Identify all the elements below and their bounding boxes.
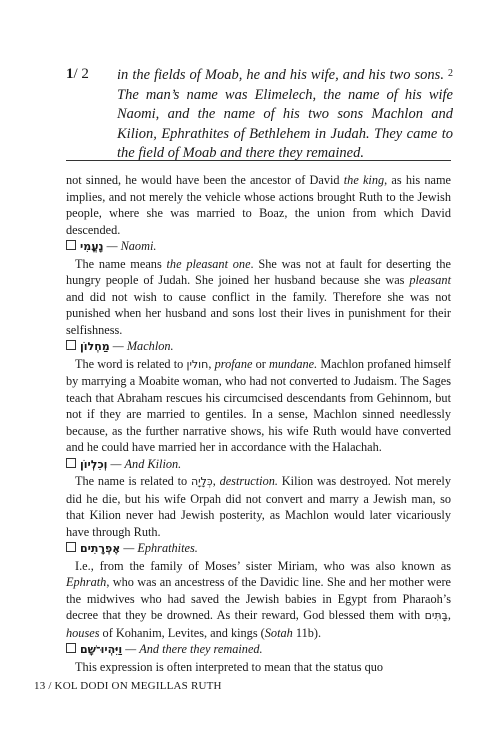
chapter-number: 1 — [66, 66, 74, 82]
naomi-text-b: . She was not at fault for deserting the hungry people of Judah. She joined her husband because she was — [66, 256, 451, 287]
machlon-em-2: mundane. — [269, 356, 318, 371]
kilion-paragraph — [66, 473, 451, 540]
lemma-gloss-remained: — And there they remained. — [122, 642, 263, 656]
checkbox-square-icon — [66, 340, 76, 350]
machlon-text-d: Machlon profaned himself by marrying a Moabite woman, who had not converted to Judaism. The Sages teach that Abraham rescues his circumcised descendants from Gehinnom, but not if they are married to gentiles. In a sense, Machlon sinned needlessly because, as the further narrative shows, his wife Ruth would have converted and he could have married her in accordance with the Halachah. — [66, 356, 451, 454]
ephrath-em-3: Sotah — [264, 625, 293, 640]
ephrath-text-e: 11b). — [292, 625, 322, 640]
verse-number-2: 2 — [448, 68, 454, 79]
lemma-gloss-kilion: — And Kilion. — [107, 456, 182, 471]
kilion-em: destruction. — [219, 474, 278, 488]
remained-paragraph — [66, 659, 451, 676]
kilion-hebrew: כְּלָיָה — [190, 475, 213, 488]
intro-em: the king — [343, 173, 385, 187]
section-divider — [66, 160, 451, 161]
checkbox-square-icon — [66, 458, 76, 468]
checkbox-square-icon — [66, 542, 76, 552]
ephrathites-paragraph — [66, 558, 451, 642]
lemma-hebrew-ephrathites: אֶפְרָתִים — [80, 542, 121, 555]
lemma-gloss-machlon: — Machlon. — [109, 339, 174, 353]
machlon-em-1: profane — [214, 356, 253, 371]
ephrath-em-2: houses — [66, 625, 100, 640]
machlon-text-a: The word is related to — [75, 356, 187, 371]
machlon-hebrew: חולין — [186, 357, 209, 371]
lemma-remained — [66, 641, 451, 659]
checkbox-square-icon — [66, 240, 76, 250]
ephrath-text-d: of Kohanim, Levites, and kings ( — [99, 625, 265, 640]
page-footer: 13 / KOL DODI ON MEGILLAS RUTH — [34, 680, 222, 692]
intro-text-a: not sinned, he would have been the ancestor of David — [66, 173, 344, 187]
machlon-text-b: , — [208, 356, 215, 371]
verse-reference — [66, 64, 89, 84]
remained-text-a: This expression is often interpreted to mean that the status quo — [75, 659, 384, 674]
lemma-hebrew-machlon: מַחְלוֹן — [80, 340, 110, 353]
commentary — [66, 172, 451, 675]
ephrath-text-a: I.e., from the family of Moses’ sister Miriam, who was also known as — [75, 558, 451, 573]
kilion-text-a: The name is related to — [75, 474, 191, 488]
verse-line-2: The man’s name was Elimelech, the name of his wife Naomi, and the name of his two sons Machlon and Kilion, Ephrathites of Bethlehem in Judah. They came to the field of Moab and there they remained. — [117, 86, 453, 161]
machlon-paragraph — [66, 356, 451, 456]
ephrath-hebrew: בָּתִּים — [424, 609, 448, 622]
intro-text-b: , as his name implies, and not merely the vehicle whose actions brought Ruth to the Jewish people, where she was married to Boaz, the union from which David descended. — [66, 173, 451, 237]
lemma-gloss-naomi: — Naomi. — [103, 239, 157, 253]
machlon-text-c: or — [252, 356, 270, 371]
lemma-ephrathites — [66, 540, 451, 558]
naomi-em-1: the pleasant one — [166, 256, 251, 271]
lemma-kilion — [66, 456, 451, 474]
naomi-text-c: and did not wish to cause conflict in the family. Therefore she was not punished when her husband and sons lost their lives in punishment for their selfishness. — [66, 289, 451, 337]
checkbox-square-icon — [66, 643, 76, 653]
lemma-hebrew-kilion: וְכִלְיוֹן — [80, 457, 108, 471]
lemma-naomi — [66, 238, 451, 256]
verse-slash: / — [73, 66, 78, 82]
naomi-em-2: pleasant — [409, 273, 451, 287]
lemma-machlon — [66, 338, 451, 356]
intro-paragraph — [66, 172, 451, 238]
lemma-hebrew-remained: וַיִּהְיוּ־שָׁם — [80, 643, 123, 656]
naomi-paragraph — [66, 256, 451, 339]
kilion-text-b: , — [212, 474, 220, 488]
naomi-text-a: The name means — [75, 256, 167, 271]
verse-start-number: 2 — [81, 66, 89, 82]
verse-text — [117, 64, 453, 164]
lemma-hebrew-naomi: נָעֳמִי — [80, 240, 104, 253]
kilion-text-c: Kilion was destroyed. Not merely did he die, but his wife Orpah did not convert and marry a Jewish man, so that Kilion never had Jewish posterity, as Machlon would later vicariously have through Ruth. — [66, 474, 451, 539]
verse-line-1: in the fields of Moab, he and his wife, and his two sons. — [117, 67, 444, 83]
lemma-gloss-ephrathites: — Ephrathites. — [120, 541, 198, 555]
ephrath-em-1: Ephrath — [66, 575, 107, 589]
ephrath-text-b: , who was an ancestress of the Davidic line. She and her mother were the midwives who had saved the Jewish babies in Egypt from Pharaoh’s decree that they be drowned. As their reward, God blessed them with — [66, 575, 451, 622]
ephrath-text-c: , — [447, 608, 451, 622]
